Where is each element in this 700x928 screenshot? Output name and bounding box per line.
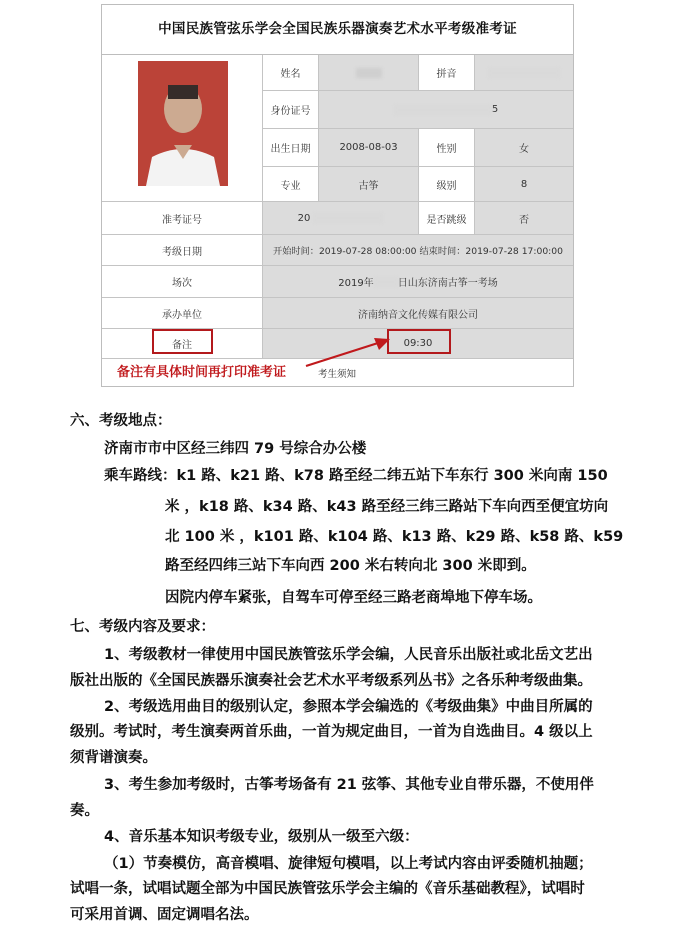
section7-line-10: 试唱一条，试唱试题全部为中国民族管弦乐学会主编的《音乐基础教程》，试唱时 <box>70 881 585 897</box>
remark-label: 备注 <box>102 329 263 359</box>
id-label: 身份证号 <box>263 91 319 129</box>
major-label: 专业 <box>263 167 319 202</box>
section7-line-11: 可采用首调、固定调唱名法。 <box>70 907 259 923</box>
ticket-no-value <box>263 202 419 235</box>
skip-value: 否 <box>475 202 573 235</box>
organizer-value: 济南纳音文化传媒有限公司 <box>263 298 573 329</box>
gender-label: 性别 <box>419 129 475 167</box>
section6-address: 济南市市中区经三纬四 79 号综合办公楼 <box>104 441 367 457</box>
photo-cell <box>102 55 263 202</box>
session-prefix: 2019年 <box>338 278 374 289</box>
exam-date-label: 考级日期 <box>102 235 263 266</box>
level-value: 8 <box>475 167 573 202</box>
major-value: 古筝 <box>319 167 419 202</box>
route-line-3: 北 100 米 ，k101 路、k104 路、k13 路、k29 路、k58 路、k59 <box>165 529 624 545</box>
section7-line-8: 4、音乐基本知识考级专业，级别从一级至六级： <box>104 829 419 845</box>
section7-heading: 七、考级内容及要求： <box>70 619 215 635</box>
section7-line-6: 3、考生参加考级时，古筝考场备有 21 弦筝、其他专业自带乐器，不使用伴 <box>104 777 594 793</box>
route-line-1: 乘车路线：k1 路、k21 路、k78 路至经二纬五站下车东行 300 米向南 150 <box>104 468 608 484</box>
remark-value: 09:30 <box>263 329 573 359</box>
gender-value: 女 <box>475 129 573 167</box>
session-value <box>263 266 573 298</box>
section7-line-2: 版社出版的《全国民族器乐演奏社会艺术水平考级系列丛书》之各乐种考级曲集。 <box>70 673 592 689</box>
print-annotation: 备注有具体时间再打印准考证 <box>117 365 287 380</box>
section6-heading: 六、考级地点： <box>70 413 172 429</box>
session-suffix: 日山东济南古筝一考场 <box>397 278 498 289</box>
section7-line-4: 级别。考试时，考生演奏两首乐曲，一首为规定曲目，一首为自选曲目。4 级以上 <box>70 724 593 740</box>
section7-line-7: 奏。 <box>70 803 99 819</box>
ticket-title: 中国民族管弦乐学会全国民族乐器演奏艺术水平考级准考证 <box>102 5 573 55</box>
ticket-no-label: 准考证号 <box>102 202 263 235</box>
pinyin-label: 拼音 <box>419 55 475 91</box>
section7-line-1: 1、考级教材一律使用中国民族管弦乐学会编，人民音乐出版社或北岳文艺出 <box>104 647 593 663</box>
section7-line-5: 须背谱演奏。 <box>70 750 157 766</box>
name-label: 姓名 <box>263 55 319 91</box>
birth-label: 出生日期 <box>263 129 319 167</box>
section7-line-3: 2、考级选用曲目的级别认定，参照本学会编选的《考级曲集》中曲目所属的 <box>104 699 593 715</box>
id-value <box>319 91 573 129</box>
exam-date-value: 开始时间：2019-07-28 08:00:00 结束时间：2019-07-28 17:00:00 <box>263 235 573 266</box>
name-value <box>319 55 419 91</box>
remark-label-highlight <box>152 329 213 354</box>
level-label: 级别 <box>419 167 475 202</box>
section7-line-9: （1）节奏模仿，高音模唱、旋律短句模唱，以上考试内容由评委随机抽题； <box>104 856 593 872</box>
id-value-tail: 5 <box>491 104 499 115</box>
notice-link[interactable]: 考生须知 <box>318 369 357 380</box>
route-line-4: 路至经四纬三站下车向西 200 米右转向北 300 米即到。 <box>165 558 536 574</box>
organizer-label: 承办单位 <box>102 298 263 329</box>
skip-label: 是否跳级 <box>419 202 475 235</box>
pinyin-value <box>475 55 573 91</box>
remark-value-highlight <box>387 329 451 354</box>
session-label: 场次 <box>102 266 263 298</box>
ticket-no-prefix: 20 <box>297 212 311 224</box>
birth-value: 2008-08-03 <box>319 129 419 167</box>
admission-ticket <box>101 4 574 387</box>
route-line-5: 因院内停车紧张，自驾车可停至经三路老商埠地下停车场。 <box>165 590 542 606</box>
route-line-2: 米 ，k18 路、k34 路、k43 路至经三纬三路站下车向西至便宜坊向 <box>165 499 609 515</box>
